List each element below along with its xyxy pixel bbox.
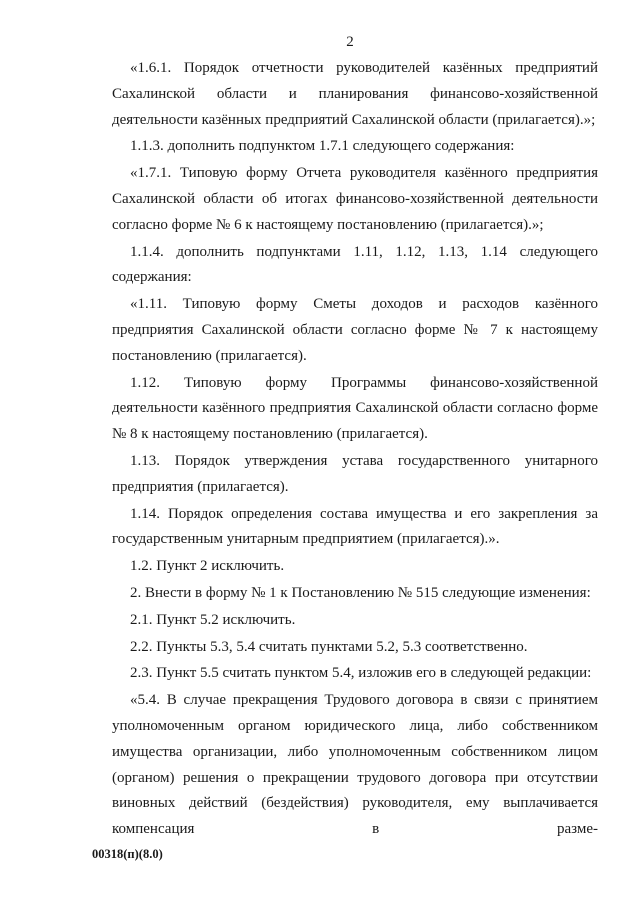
paragraph-1-1-3: 1.1.3. дополнить подпунктом 1.7.1 следующего содержания: <box>130 138 515 155</box>
document-body <box>112 56 598 844</box>
paragraph-2: 2. Внести в форму № 1 к Постановлению № 515 следующие изменения: <box>130 584 591 601</box>
paragraph-5-4: «5.4. В случае прекращения Трудового договора в связи с принятием уполномоченным органом юридического лица, либо собственником имущества организации, либо уполномоченным собственником лицом (органом) решения о прекращении трудового договора при отсутствии виновных действий (бездействия) руководителя, ему выплачивается компенсация в разме- <box>112 692 598 838</box>
paragraph-1-7-1: «1.7.1. Типовую форму Отчета руководителя казённого предприятия Сахалинской области об итогах финансово-хозяйственной деятельности согласно форме № 6 к настоящему постановлению (прилагается).»; <box>112 165 598 233</box>
paragraph-2-2: 2.2. Пункты 5.3, 5.4 считать пунктами 5.2, 5.3 соответственно. <box>130 638 528 655</box>
paragraph-2-1: 2.1. Пункт 5.2 исключить. <box>130 611 296 628</box>
paragraph-1-11: «1.11. Типовую форму Сметы доходов и расходов казённого предприятия Сахалинской области согласно форме № 7 к настоящему постановлению (прилагается). <box>112 296 598 364</box>
paragraph-1-14: 1.14. Порядок определения состава имущества и его закрепления за государственным унитарным предприятием (прилагается).». <box>112 505 598 548</box>
paragraph-1-2: 1.2. Пункт 2 исключить. <box>130 558 285 575</box>
page-number: 2 <box>346 34 354 50</box>
paragraph-1-1-4: 1.1.4. дополнить подпунктами 1.11, 1.12, 1.13, 1.14 следующего содержания: <box>112 243 598 286</box>
paragraph-1-13: 1.13. Порядок утверждения устава государственного унитарного предприятия (прилагается). <box>112 452 598 495</box>
paragraph-1-6-1: «1.6.1. Порядок отчетности руководителей казённых предприятий Сахалинской области и планирования финансово-хозяйственной деятельности казённых предприятий Сахалинской области (прилагается).»; <box>112 60 598 128</box>
paragraph-2-3: 2.3. Пункт 5.5 считать пунктом 5.4, изложив его в следующей редакции: <box>130 665 592 682</box>
paragraph-1-12: 1.12. Типовую форму Программы финансово-хозяйственной деятельности казённого предприятия Сахалинской области согласно форме № 8 к настоящему постановлению (прилагается). <box>112 374 598 443</box>
footer-document-code: 00318(п)(8.0) <box>92 847 163 861</box>
